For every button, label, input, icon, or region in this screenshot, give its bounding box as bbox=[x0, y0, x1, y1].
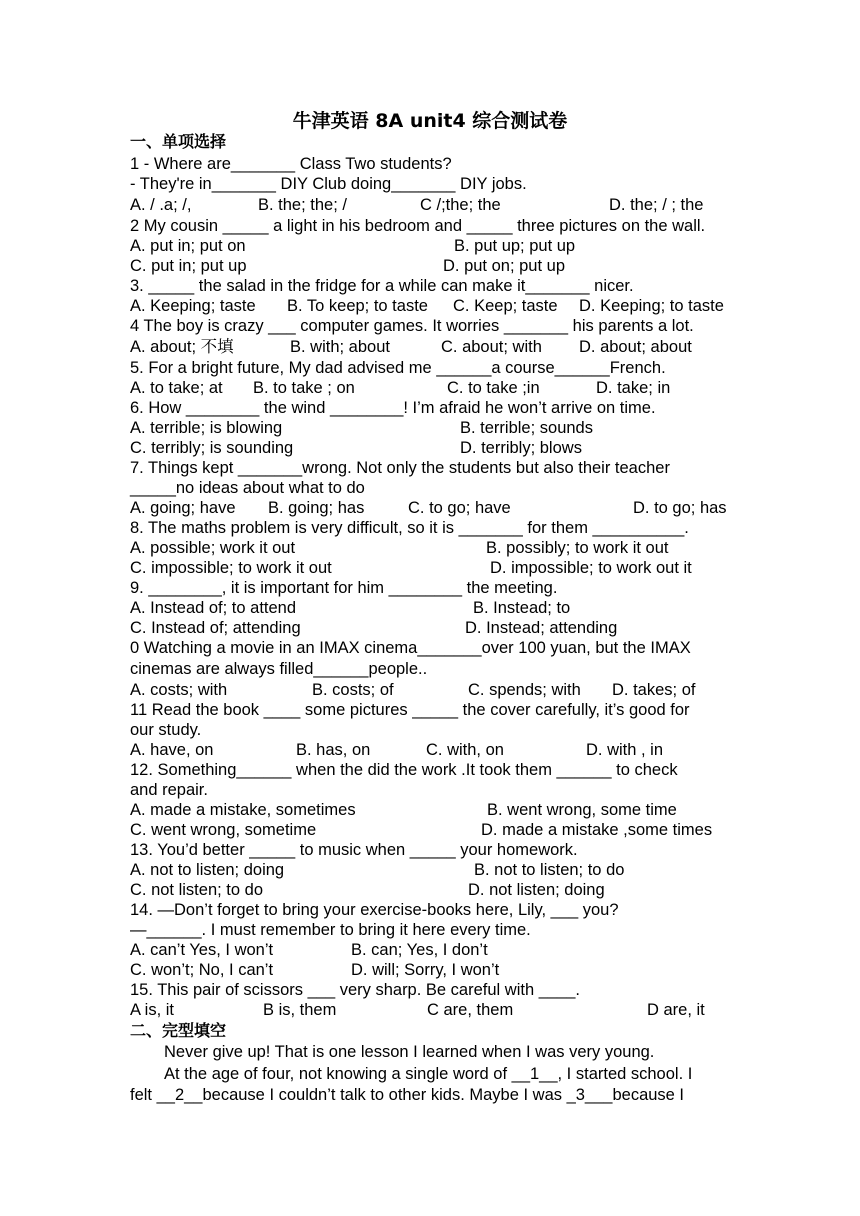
option-d: D. to go; has bbox=[633, 499, 727, 517]
option-b: B. has, on bbox=[296, 741, 371, 759]
option-d: D. will; Sorry, I won’t bbox=[351, 961, 500, 979]
question-7-text-2: _____no ideas about what to do bbox=[130, 479, 365, 497]
cloze-paragraph-1: Never give up! That is one lesson I learned when I was very young. bbox=[164, 1043, 655, 1061]
option-c: C are, them bbox=[427, 1001, 514, 1019]
option-d: D. takes; of bbox=[612, 681, 696, 699]
question-5-text: 5. For a bright future, My dad advised me ______a course______French. bbox=[130, 359, 666, 377]
option-b: B. to take ; on bbox=[253, 379, 355, 397]
question-14-options-row2 bbox=[130, 960, 734, 980]
option-d: D. about; about bbox=[579, 338, 692, 356]
question-1-text-2: - They're in_______ DIY Club doing_______ DIY jobs. bbox=[130, 175, 527, 193]
question-11-text-2: our study. bbox=[130, 721, 202, 739]
option-c: C. to go; have bbox=[408, 499, 511, 517]
option-a: A. to take; at bbox=[130, 379, 223, 397]
question-13-text: 13. You’d better _____ to music when _____ your homework. bbox=[130, 841, 578, 859]
question-15-text: 15. This pair of scissors ___ very sharp. Be careful with ____. bbox=[130, 981, 580, 999]
option-d: D are, it bbox=[647, 1001, 705, 1019]
question-2-text: 2 My cousin _____ a light in his bedroom and _____ three pictures on the wall. bbox=[130, 217, 706, 235]
section-heading-multiple-choice: 一、单项选择 bbox=[130, 132, 227, 151]
question-14-text-2: —______. I must remember to bring it here every time. bbox=[130, 921, 531, 939]
question-11-text: 11 Read the book ____ some pictures _____ the cover carefully, it’s good for bbox=[130, 701, 690, 719]
question-12-options-row1 bbox=[130, 800, 734, 820]
option-c: C. went wrong, sometime bbox=[130, 821, 317, 839]
question-3-options bbox=[130, 296, 734, 316]
question-10-text-2: cinemas are always filled______people.. bbox=[130, 660, 428, 678]
option-b: B is, them bbox=[263, 1001, 337, 1019]
option-d: D. terribly; blows bbox=[460, 439, 582, 457]
option-d: D. made a mistake ,some times bbox=[481, 821, 713, 839]
question-10-text: 0 Watching a movie in an IMAX cinema_______over 100 yuan, but the IMAX bbox=[130, 639, 691, 657]
question-7-text bbox=[130, 458, 734, 478]
cloze-paragraph-2: At the age of four, not knowing a single word of __1__, I started school. I bbox=[164, 1065, 693, 1083]
question-12-text-2: and repair. bbox=[130, 781, 208, 799]
cloze-paragraph-2-cont: felt __2__because I couldn’t talk to other kids. Maybe I was _3___because I bbox=[130, 1086, 685, 1104]
option-a: A is, it bbox=[130, 1001, 175, 1019]
question-6-text: 6. How ________ the wind ________! I’m afraid he won’t arrive on time. bbox=[130, 399, 656, 417]
option-c: C. Instead of; attending bbox=[130, 619, 301, 637]
question-6-options-row2 bbox=[130, 438, 734, 458]
question-4-text: 4 The boy is crazy ___ computer games. It worries _______ his parents a lot. bbox=[130, 317, 694, 335]
option-c: C. not listen; to do bbox=[130, 881, 263, 899]
question-7-options bbox=[130, 498, 734, 518]
option-c: C /;the; the bbox=[420, 196, 501, 214]
option-b: B. Instead; to bbox=[473, 599, 571, 617]
section-heading-cloze: 二、完型填空 bbox=[130, 1021, 227, 1040]
option-a: A. put in; put on bbox=[130, 237, 246, 255]
question-12-text: 12. Something______ when the did the work .It took them ______ to check bbox=[130, 761, 678, 779]
option-a: A. terrible; is blowing bbox=[130, 419, 283, 437]
option-d: D. take; in bbox=[596, 379, 671, 397]
option-b: B. costs; of bbox=[312, 681, 394, 699]
question-3-text: 3. _____ the salad in the fridge for a while can make it_______ nicer. bbox=[130, 277, 634, 295]
question-1-text: 1 - Where are_______ Class Two students? bbox=[130, 155, 452, 173]
option-b: B. terrible; sounds bbox=[460, 419, 593, 437]
question-2-options-row2 bbox=[130, 256, 734, 276]
option-a: A. going; have bbox=[130, 499, 236, 517]
option-b: B. To keep; to taste bbox=[287, 297, 428, 315]
option-c: C. won’t; No, I can’t bbox=[130, 961, 274, 979]
option-c: C. with, on bbox=[426, 741, 504, 759]
option-c: C. impossible; to work it out bbox=[130, 559, 332, 577]
question-8-options-row1 bbox=[130, 538, 734, 558]
question-10-options bbox=[130, 680, 734, 700]
option-b: B. put up; put up bbox=[454, 237, 576, 255]
option-b: B. the; the; / bbox=[258, 196, 347, 214]
option-b: B. not to listen; to do bbox=[474, 861, 625, 879]
page-title: 牛津英语 8A unit4 综合测试卷 bbox=[292, 110, 568, 132]
question-12-options-row2 bbox=[130, 820, 734, 840]
option-b: B. can; Yes, I don’t bbox=[351, 941, 488, 959]
question-9-options-row2 bbox=[130, 618, 734, 638]
option-a: A. can’t Yes, I won’t bbox=[130, 941, 274, 959]
question-13-options-row1 bbox=[130, 860, 734, 880]
option-b: B. with; about bbox=[290, 338, 390, 356]
option-d: D. impossible; to work out it bbox=[490, 559, 692, 577]
question-13-options-row2 bbox=[130, 880, 734, 900]
option-d: D. the; / ; the bbox=[609, 196, 704, 214]
question-8-options-row2 bbox=[130, 558, 734, 578]
option-d: D. Keeping; to taste bbox=[579, 297, 724, 315]
option-a: A. Keeping; taste bbox=[130, 297, 256, 315]
option-b: B. went wrong, some time bbox=[487, 801, 677, 819]
option-c: C. terribly; is sounding bbox=[130, 439, 294, 457]
option-c: C. about; with bbox=[441, 338, 542, 356]
option-a: A. about; 不填 bbox=[130, 338, 234, 356]
question-14-text: 14. —Don’t forget to bring your exercise-books here, Lily, ___ you? bbox=[130, 901, 619, 919]
question-4-options bbox=[130, 337, 734, 357]
option-d: D. not listen; doing bbox=[468, 881, 605, 899]
question-2-options-row1 bbox=[130, 236, 734, 256]
option-d: D. Instead; attending bbox=[465, 619, 618, 637]
question-9-options-row1 bbox=[130, 598, 734, 618]
question-9-text: 9. ________, it is important for him ________ the meeting. bbox=[130, 579, 558, 597]
question-14-options-row1 bbox=[130, 940, 734, 960]
question-15-options bbox=[130, 1000, 734, 1020]
option-d: D. with , in bbox=[586, 741, 664, 759]
question-7-line-1: 7. Things kept _______wrong. Not only the students but also their teacher bbox=[130, 459, 670, 477]
option-b: B. possibly; to work it out bbox=[486, 539, 669, 557]
option-a: A. have, on bbox=[130, 741, 214, 759]
option-d: D. put on; put up bbox=[443, 257, 566, 275]
option-a: A. / .a; /, bbox=[130, 196, 192, 214]
question-5-options bbox=[130, 378, 734, 398]
option-a: A. costs; with bbox=[130, 681, 228, 699]
option-c: C. put in; put up bbox=[130, 257, 247, 275]
option-a: A. made a mistake, sometimes bbox=[130, 801, 356, 819]
option-c: C. spends; with bbox=[468, 681, 581, 699]
question-1-options bbox=[130, 195, 734, 215]
option-a: A. not to listen; doing bbox=[130, 861, 285, 879]
option-c: C. to take ;in bbox=[447, 379, 540, 397]
option-a: A. Instead of; to attend bbox=[130, 599, 297, 617]
question-6-options-row1 bbox=[130, 418, 734, 438]
question-8-text: 8. The maths problem is very difficult, so it is _______ for them __________. bbox=[130, 519, 689, 537]
option-a: A. possible; work it out bbox=[130, 539, 296, 557]
option-b: B. going; has bbox=[268, 499, 365, 517]
option-c: C. Keep; taste bbox=[453, 297, 558, 315]
question-11-options bbox=[130, 740, 734, 760]
